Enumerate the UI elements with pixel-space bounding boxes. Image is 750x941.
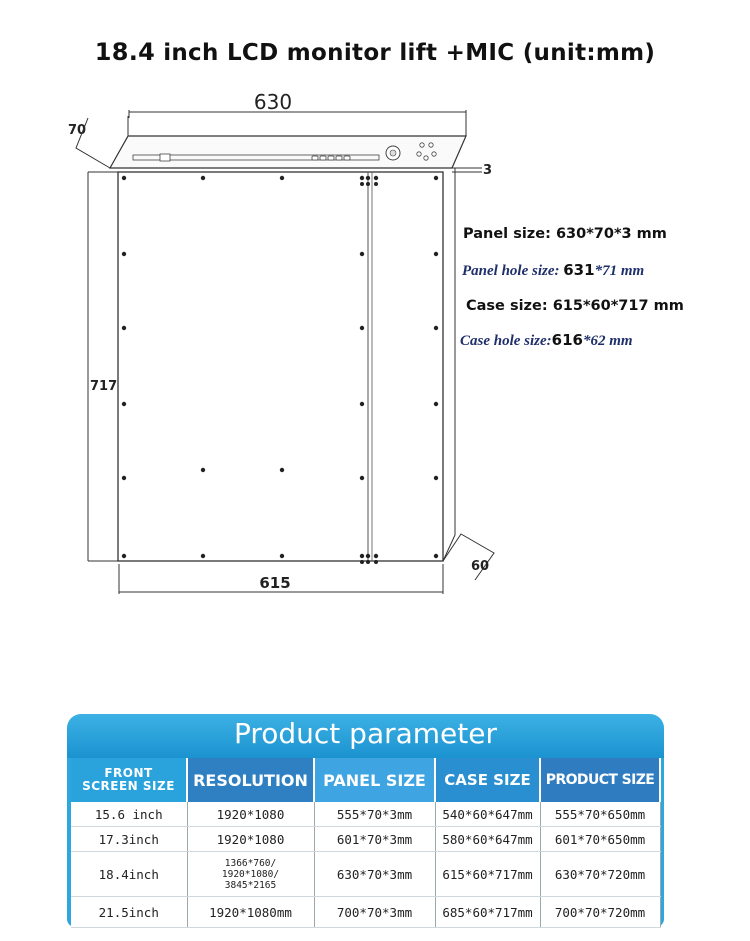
product-parameter-table [71, 758, 661, 928]
column-header-product-size: PRODUCT SIZE [540, 758, 660, 802]
cell-product: 601*70*650mm [540, 827, 660, 852]
bottom-width-label: 615 [259, 574, 291, 592]
top-panel [110, 136, 466, 168]
button-row-icon [312, 156, 350, 160]
cell-screen: 18.4inch [71, 852, 187, 897]
cell-product: 700*70*720mm [540, 897, 660, 928]
cell-resolution: 1920*1080 [187, 827, 314, 852]
cell-case: 685*60*717mm [435, 897, 540, 928]
title-text: inch LCD monitor lift +MIC (unit:mm) [163, 40, 656, 66]
column-header-front-screen-size: FRONT SCREEN SIZE [71, 758, 187, 802]
cell-case: 540*60*647mm [435, 802, 540, 827]
table-row [71, 802, 660, 827]
cell-resolution: 1920*1080 [187, 802, 314, 827]
case-depth-label: 60 [471, 559, 490, 574]
column-header-resolution: RESOLUTION [187, 758, 314, 802]
panel-thickness-label: 3 [483, 163, 493, 178]
cell-case: 580*60*647mm [435, 827, 540, 852]
top-width-label: 630 [253, 90, 293, 114]
column-header-panel-size: PANEL SIZE [314, 758, 435, 802]
cell-product: 630*70*720mm [540, 852, 660, 897]
panel-size-spec: Panel size: 630*70*3 mm [463, 226, 667, 242]
product-parameter-panel [67, 714, 664, 927]
title-size: 18.4 [94, 38, 156, 66]
height-label: 717 [90, 379, 118, 394]
table-row [71, 852, 660, 897]
cell-resolution: 1920*1080mm [187, 897, 314, 928]
usb-port-icon [160, 154, 170, 161]
column-header-case-size: CASE SIZE [435, 758, 540, 802]
cell-case: 615*60*717mm [435, 852, 540, 897]
cell-panel: 555*70*3mm [314, 802, 435, 827]
cell-panel: 630*70*3mm [314, 852, 435, 897]
cell-panel: 700*70*3mm [314, 897, 435, 928]
case-hole-size-spec: Case hole size:616*62 mm [460, 331, 633, 349]
panel-hole-size-spec: Panel hole size: 631*71 mm [462, 261, 645, 279]
cell-product: 555*70*650mm [540, 802, 660, 827]
product-parameter-heading: Product parameter [67, 714, 664, 758]
panel-depth-label: 70 [68, 123, 87, 138]
cell-screen: 17.3inch [71, 827, 187, 852]
table-row [71, 827, 660, 852]
cell-screen: 15.6 inch [71, 802, 187, 827]
cell-panel: 601*70*3mm [314, 827, 435, 852]
cell-screen: 21.5inch [71, 897, 187, 928]
case-size-spec: Case size: 615*60*717 mm [466, 298, 684, 314]
case-body [118, 172, 443, 561]
table-row [71, 897, 660, 928]
cell-resolution: 1366*760/ 1920*1080/ 3845*2165 [187, 852, 314, 897]
